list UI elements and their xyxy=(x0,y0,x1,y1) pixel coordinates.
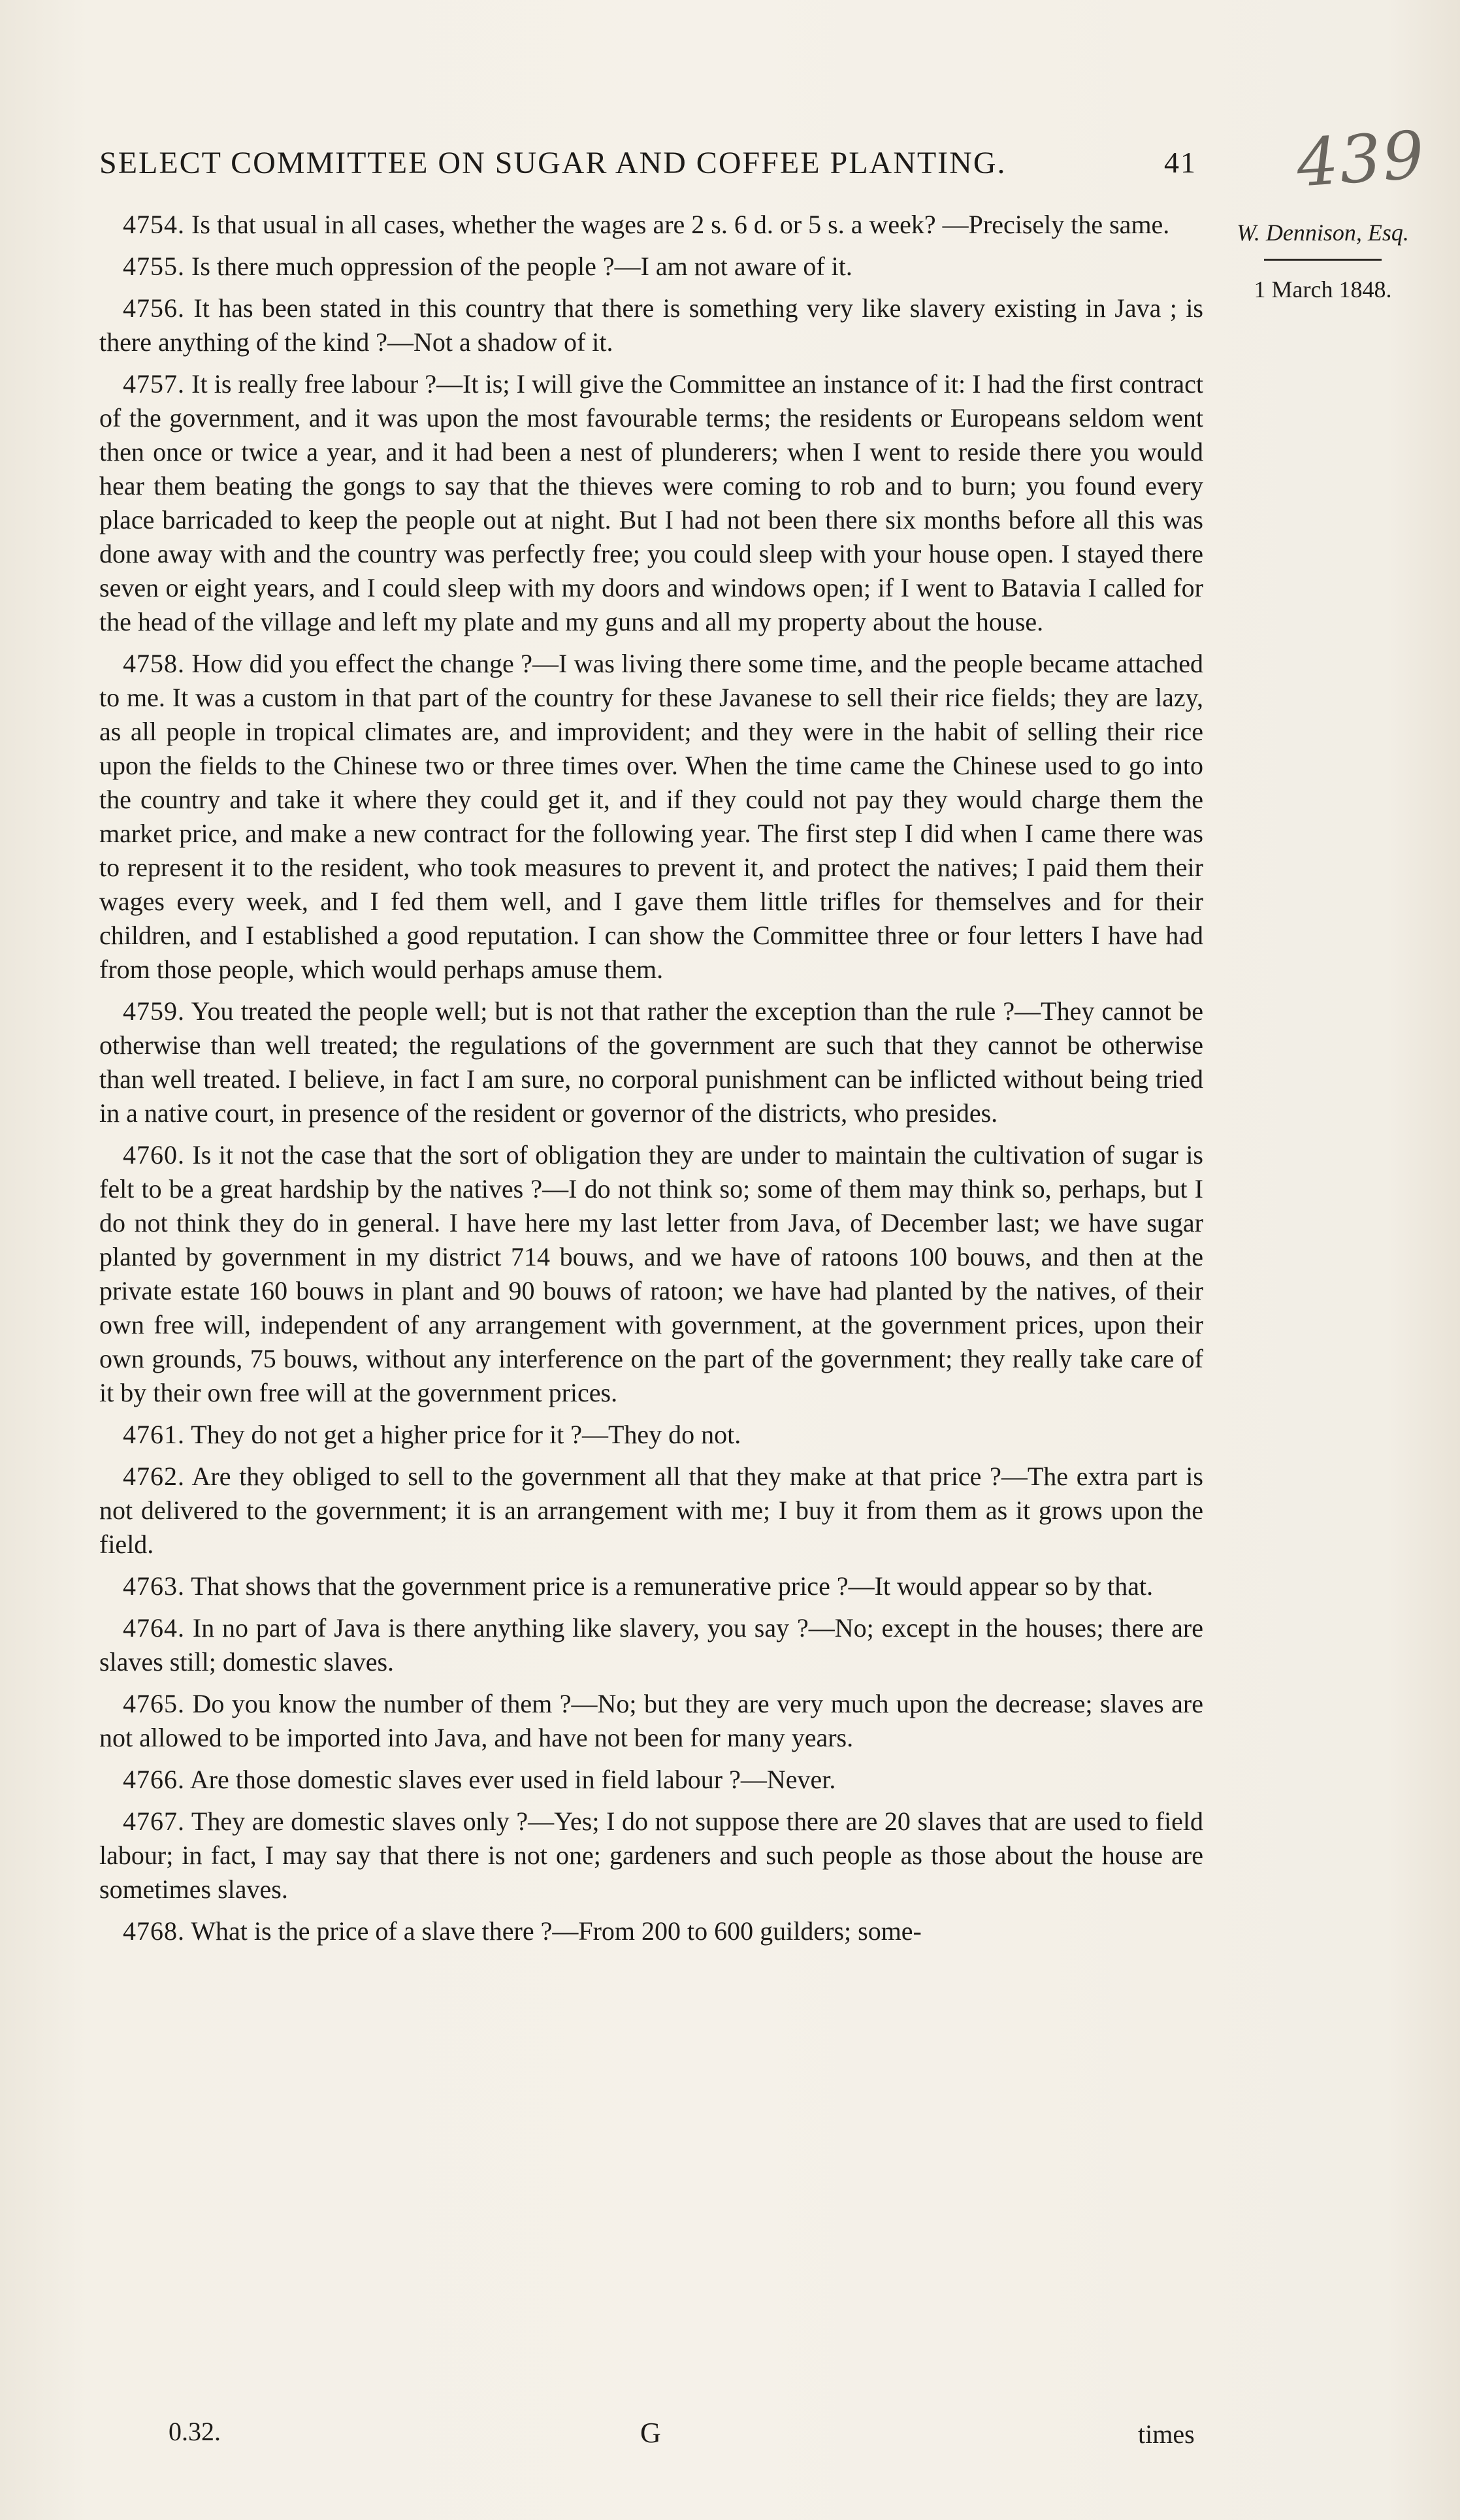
question-paragraph xyxy=(99,291,1203,359)
question-paragraph xyxy=(99,1611,1203,1679)
page-footer xyxy=(0,2416,1460,2455)
question-number: 4755. xyxy=(123,252,185,281)
question-number: 4766. xyxy=(123,1765,185,1794)
question-text: Do you know the number of them ?—No; but they are very much upon the decrease; slaves are not allowed to be imported into Java, and have not been for many years. xyxy=(99,1689,1203,1752)
question-text: It has been stated in this country that there is something very like slavery existing in Java ; is there anything of the kind ?—Not a shadow of it. xyxy=(99,293,1204,357)
hearing-date: 1 March 1848. xyxy=(1254,276,1392,303)
question-paragraph xyxy=(99,367,1203,639)
question-text: Are those domestic slaves ever used in field labour ?—Never. xyxy=(189,1765,836,1794)
question-text: Is it not the case that the sort of obligation they are under to maintain the cultivation of sugar is felt to be a great hardship by the natives ?—I do not think so; some of them may think so, perhaps, but I do not think they do in general. I have here my last letter from Java, of December last; we have sugar planted by government in my district 714 bouws, and we have of ratoons 100 bouws, and then at the private estate 160 bouws in plant and 90 bouws of ratoon; we have had planted by the natives, of their own free will, independent of any arrangement with government, at the government prices, upon their own grounds, 75 bouws, without any interference on the part of the government; they really take care of it by their own free will at the government prices. xyxy=(99,1140,1203,1407)
question-paragraph xyxy=(99,1460,1203,1562)
question-number: 4758. xyxy=(123,649,185,678)
question-text: How did you effect the change ?—I was living there some time, and the people became attached to me. It was a custom in that part of the country for these Javanese to sell their rice fields; they are lazy, as all people in tropical climates are, and improvident; and they were in the habit of selling their rice upon the fields to the Chinese two or three times over. When the time came the Chinese used to go into the country and take it where they could get it, and if they could not pay they would charge them the market price, and make a new contract for the following year. The first step I did when I came there was to represent it to the resident, who took measures to prevent it, and protect the natives; I paid them their wages every week, and I fed them well, and I gave them little trifles for themselves and for their children, and I established a good reputation. I can show the Committee three or four letters I have had from those people, which would perhaps amuse them. xyxy=(99,649,1204,984)
handwritten-folio-number: 439 xyxy=(1294,116,1428,202)
question-number: 4763. xyxy=(123,1571,185,1601)
question-paragraph xyxy=(99,1763,1203,1797)
question-number: 4765. xyxy=(123,1689,185,1718)
running-head-title: SELECT COMMITTEE ON SUGAR AND COFFEE PLANTING. xyxy=(99,146,1007,180)
question-number: 4759. xyxy=(123,996,185,1026)
question-text: What is the price of a slave there ?—From 200 to 600 guilders; some- xyxy=(191,1916,922,1946)
question-text: Are they obliged to sell to the government all that they make at that price ?—The extra part is not delivered to the government; it is an arrangement with me; I buy it from them as it grows upon the field. xyxy=(99,1462,1203,1559)
question-text: Is that usual in all cases, whether the wages are 2 s. 6 d. or 5 s. a week? —Precisely the same. xyxy=(191,210,1170,239)
question-paragraph xyxy=(99,1914,1203,1948)
question-paragraph xyxy=(99,994,1203,1130)
question-number: 4762. xyxy=(123,1462,185,1491)
question-number: 4754. xyxy=(123,210,185,239)
margin-rule xyxy=(1264,259,1382,261)
question-paragraph xyxy=(99,250,1203,284)
testimony-body xyxy=(99,208,1203,1956)
question-number: 4757. xyxy=(123,369,185,399)
question-number: 4768. xyxy=(123,1916,185,1946)
question-text: They do not get a higher price for it ?—They do not. xyxy=(191,1420,741,1449)
question-number: 4764. xyxy=(123,1613,185,1643)
question-number: 4761. xyxy=(123,1420,185,1449)
question-text: They are domestic slaves only ?—Yes; I do not suppose there are 20 slaves that are used to field labour; in fact, I may say that there is not one; gardeners and such people as those about the house are sometimes slaves. xyxy=(99,1807,1203,1904)
question-paragraph xyxy=(99,647,1203,987)
question-number: 4756. xyxy=(123,293,185,323)
margin-note xyxy=(1215,216,1431,306)
question-paragraph xyxy=(99,1418,1203,1452)
question-text: In no part of Java is there anything like slavery, you say ?—No; except in the houses; there are slaves still; domestic slaves. xyxy=(99,1613,1204,1677)
catchword: times xyxy=(1138,2419,1195,2449)
witness-name: W. Dennison, Esq. xyxy=(1237,220,1409,246)
running-head xyxy=(99,145,1197,181)
question-paragraph xyxy=(99,1687,1203,1755)
question-paragraph xyxy=(99,208,1203,242)
question-text: It is really free labour ?—It is; I will give the Committee an instance of it: I had the first contract of the government, and it was upon the most favourable terms; the residents or Europeans seldom went then once or twice a year, and it had been a nest of plunderers; when I went to reside there you would hear them beating the gongs to say that the thieves were coming to rob and to burn; you found every place barricaded to keep the people out at night. But I had not been there six months before all this was done away with and the country was perfectly free; you could sleep with your house open. I stayed there seven or eight years, and I could sleep with my doors and windows open; if I went to Batavia I called for the head of the village and left my plate and my guns and all my property about the house. xyxy=(99,369,1204,636)
question-number: 4760. xyxy=(123,1140,185,1170)
question-paragraph xyxy=(99,1805,1203,1906)
question-paragraph xyxy=(99,1569,1203,1603)
signature-letter: G xyxy=(640,2417,661,2449)
question-number: 4767. xyxy=(123,1807,185,1836)
question-text: Is there much oppression of the people ?—I am not aware of it. xyxy=(191,252,852,281)
question-paragraph xyxy=(99,1138,1203,1410)
question-text: You treated the people well; but is not that rather the exception than the rule ?—They cannot be otherwise than well treated; the regulations of the government are such that they cannot be otherwise than well treated. I believe, in fact I am sure, no corporal punishment can be inflicted without being tried in a native court, in presence of the resident or governor of the districts, who presides. xyxy=(99,996,1204,1128)
page-number: 41 xyxy=(1164,146,1197,179)
question-text: That shows that the government price is a remunerative price ?—It would appear so by that. xyxy=(191,1571,1154,1601)
signature-code: 0.32. xyxy=(169,2417,221,2446)
